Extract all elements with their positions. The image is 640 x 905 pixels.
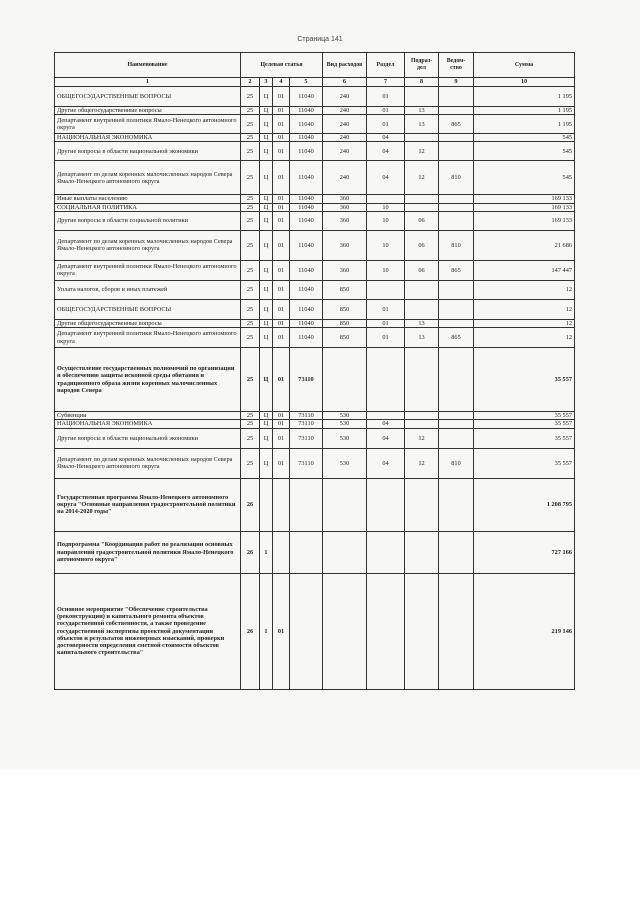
target-article-subprogram-cell: Ц <box>260 328 273 348</box>
amount-cell: 35 557 <box>474 412 575 420</box>
page-label: Страница 141 <box>297 36 343 43</box>
column-number: 6 <box>323 78 367 87</box>
target-article-direction-cell: 11040 <box>290 280 323 299</box>
target-article-activity-cell: 01 <box>273 211 290 230</box>
target-article-direction-cell: 73110 <box>290 428 323 448</box>
subsection-cell: 12 <box>405 428 439 448</box>
expense-type-cell: 530 <box>323 448 367 478</box>
department-cell <box>439 319 474 327</box>
header-name: Наименование <box>55 53 241 78</box>
row-name-cell: Осуществление государственных полномочий по организации и обеспечению защиты исконной среды обитания и традиционного образа жизни коренных малочисленных народов Севера <box>55 348 241 412</box>
table-row <box>55 573 575 689</box>
target-article-activity-cell: 01 <box>273 448 290 478</box>
expense-type-cell <box>323 478 367 531</box>
subsection-cell <box>405 195 439 203</box>
subsection-cell: 13 <box>405 328 439 348</box>
target-article-subprogram-cell: Ц <box>260 115 273 134</box>
department-cell <box>439 428 474 448</box>
subsection-cell <box>405 573 439 689</box>
row-name-cell: ОБЩЕГОСУДАРСТВЕННЫЕ ВОПРОСЫ <box>55 299 241 319</box>
target-article-program-cell: 25 <box>241 230 260 260</box>
target-article-direction-cell: 11040 <box>290 134 323 142</box>
target-article-activity-cell: 01 <box>273 87 290 107</box>
target-article-activity-cell: 01 <box>273 328 290 348</box>
department-cell <box>439 203 474 211</box>
expense-type-cell: 240 <box>323 107 367 115</box>
target-article-subprogram-cell: Ц <box>260 161 273 195</box>
target-article-direction-cell: 11040 <box>290 87 323 107</box>
budget-table <box>54 52 575 690</box>
subsection-cell: 12 <box>405 448 439 478</box>
department-cell <box>439 299 474 319</box>
expense-type-cell: 240 <box>323 161 367 195</box>
table-row <box>55 319 575 327</box>
target-article-subprogram-cell: Ц <box>260 211 273 230</box>
expense-type-cell: 850 <box>323 299 367 319</box>
target-article-activity-cell: 01 <box>273 203 290 211</box>
row-name-cell: Департамент внутренней политики Ямало-Ненецкого автономного округа <box>55 115 241 134</box>
section-cell: 10 <box>367 203 405 211</box>
column-number-row <box>55 78 575 87</box>
target-article-activity-cell: 01 <box>273 260 290 280</box>
subsection-cell: 13 <box>405 107 439 115</box>
target-article-activity-cell: 01 <box>273 299 290 319</box>
row-name-cell: Другие вопросы в области национальной экономики <box>55 428 241 448</box>
expense-type-cell: 850 <box>323 319 367 327</box>
subsection-cell <box>405 420 439 428</box>
target-article-program-cell: 25 <box>241 115 260 134</box>
expense-type-cell: 360 <box>323 211 367 230</box>
section-cell: 10 <box>367 211 405 230</box>
target-article-program-cell: 26 <box>241 478 260 531</box>
target-article-subprogram-cell: Ц <box>260 412 273 420</box>
header-subsection: Подраз-дел <box>405 53 439 78</box>
target-article-activity-cell: 01 <box>273 107 290 115</box>
section-cell: 01 <box>367 107 405 115</box>
section-cell: 04 <box>367 161 405 195</box>
target-article-activity-cell: 01 <box>273 161 290 195</box>
column-number: 2 <box>241 78 260 87</box>
subsection-cell <box>405 134 439 142</box>
target-article-direction-cell: 73110 <box>290 348 323 412</box>
section-cell: 01 <box>367 87 405 107</box>
department-cell <box>439 573 474 689</box>
target-article-direction-cell: 11040 <box>290 107 323 115</box>
department-cell: 810 <box>439 448 474 478</box>
target-article-activity-cell <box>273 531 290 573</box>
table-row <box>55 134 575 142</box>
expense-type-cell: 240 <box>323 134 367 142</box>
column-number: 10 <box>474 78 575 87</box>
row-name-cell: СОЦИАЛЬНАЯ ПОЛИТИКА <box>55 203 241 211</box>
target-article-direction-cell: 11040 <box>290 195 323 203</box>
target-article-direction-cell: 11040 <box>290 203 323 211</box>
amount-cell: 1 195 <box>474 107 575 115</box>
amount-cell: 1 208 795 <box>474 478 575 531</box>
amount-cell: 545 <box>474 161 575 195</box>
amount-cell: 545 <box>474 134 575 142</box>
amount-cell: 35 557 <box>474 448 575 478</box>
expense-type-cell: 240 <box>323 115 367 134</box>
expense-type-cell <box>323 348 367 412</box>
subsection-cell: 12 <box>405 161 439 195</box>
target-article-subprogram-cell: Ц <box>260 348 273 412</box>
subsection-cell: 06 <box>405 260 439 280</box>
amount-cell: 12 <box>474 328 575 348</box>
table-row <box>55 420 575 428</box>
column-number: 8 <box>405 78 439 87</box>
target-article-activity-cell: 01 <box>273 428 290 448</box>
row-name-cell: Государственная программа Ямало-Ненецкого автономного округа "Основные направления градостроительной политики на 2014-2020 годы" <box>55 478 241 531</box>
target-article-direction-cell: 11040 <box>290 115 323 134</box>
target-article-program-cell: 26 <box>241 573 260 689</box>
table-row <box>55 428 575 448</box>
target-article-program-cell: 25 <box>241 107 260 115</box>
subsection-cell: 13 <box>405 115 439 134</box>
department-cell: 865 <box>439 328 474 348</box>
target-article-direction-cell: 11040 <box>290 260 323 280</box>
expense-type-cell: 240 <box>323 87 367 107</box>
table-row <box>55 348 575 412</box>
target-article-direction-cell <box>290 573 323 689</box>
amount-cell: 21 686 <box>474 230 575 260</box>
target-article-direction-cell: 73110 <box>290 420 323 428</box>
target-article-program-cell: 25 <box>241 299 260 319</box>
department-cell <box>439 134 474 142</box>
section-cell: 04 <box>367 428 405 448</box>
target-article-program-cell: 25 <box>241 134 260 142</box>
target-article-direction-cell: 73110 <box>290 448 323 478</box>
row-name-cell: Иные выплаты населению <box>55 195 241 203</box>
subsection-cell <box>405 87 439 107</box>
department-cell <box>439 195 474 203</box>
table-row <box>55 211 575 230</box>
target-article-direction-cell <box>290 531 323 573</box>
target-article-direction-cell: 11040 <box>290 211 323 230</box>
expense-type-cell: 360 <box>323 195 367 203</box>
target-article-program-cell: 25 <box>241 211 260 230</box>
target-article-subprogram-cell: Ц <box>260 134 273 142</box>
amount-cell: 1 195 <box>474 87 575 107</box>
target-article-activity-cell: 01 <box>273 280 290 299</box>
column-number: 9 <box>439 78 474 87</box>
header-row <box>55 53 575 78</box>
target-article-subprogram-cell: 1 <box>260 531 273 573</box>
table-row <box>55 531 575 573</box>
row-name-cell: Другие вопросы в области национальной экономики <box>55 142 241 161</box>
department-cell <box>439 107 474 115</box>
amount-cell: 545 <box>474 142 575 161</box>
subsection-cell: 13 <box>405 319 439 327</box>
amount-cell: 727 166 <box>474 531 575 573</box>
target-article-subprogram-cell: Ц <box>260 203 273 211</box>
department-cell <box>439 478 474 531</box>
target-article-activity-cell: 01 <box>273 195 290 203</box>
row-name-cell: Субвенции <box>55 412 241 420</box>
subsection-cell <box>405 412 439 420</box>
section-cell: 10 <box>367 230 405 260</box>
department-cell <box>439 348 474 412</box>
table-row <box>55 87 575 107</box>
section-cell <box>367 348 405 412</box>
department-cell: 810 <box>439 230 474 260</box>
amount-cell: 219 146 <box>474 573 575 689</box>
header-expense-type: Вид расходов <box>323 53 367 78</box>
table-row <box>55 161 575 195</box>
target-article-program-cell: 25 <box>241 448 260 478</box>
column-number: 7 <box>367 78 405 87</box>
target-article-activity-cell: 01 <box>273 142 290 161</box>
target-article-activity-cell: 01 <box>273 573 290 689</box>
target-article-direction-cell: 11040 <box>290 319 323 327</box>
department-cell <box>439 87 474 107</box>
amount-cell: 12 <box>474 280 575 299</box>
section-cell <box>367 478 405 531</box>
table-row <box>55 142 575 161</box>
target-article-direction-cell: 11040 <box>290 161 323 195</box>
target-article-program-cell: 25 <box>241 195 260 203</box>
target-article-program-cell: 25 <box>241 412 260 420</box>
target-article-activity-cell: 01 <box>273 412 290 420</box>
row-name-cell: НАЦИОНАЛЬНАЯ ЭКОНОМИКА <box>55 420 241 428</box>
department-cell: 865 <box>439 115 474 134</box>
target-article-direction-cell: 11040 <box>290 299 323 319</box>
header-target-article: Целевая статья <box>241 53 323 78</box>
target-article-program-cell: 25 <box>241 428 260 448</box>
expense-type-cell: 240 <box>323 142 367 161</box>
amount-cell: 35 557 <box>474 420 575 428</box>
target-article-program-cell: 25 <box>241 280 260 299</box>
target-article-subprogram-cell: Ц <box>260 260 273 280</box>
department-cell <box>439 142 474 161</box>
section-cell <box>367 531 405 573</box>
column-number: 5 <box>290 78 323 87</box>
row-name-cell: Департамент внутренней политики Ямало-Ненецкого автономного округа <box>55 328 241 348</box>
target-article-subprogram-cell: Ц <box>260 299 273 319</box>
section-cell: 10 <box>367 260 405 280</box>
section-cell <box>367 573 405 689</box>
column-number: 3 <box>260 78 273 87</box>
header-department: Ведом-ство <box>439 53 474 78</box>
target-article-program-cell: 25 <box>241 319 260 327</box>
section-cell: 04 <box>367 134 405 142</box>
subsection-cell <box>405 203 439 211</box>
target-article-subprogram-cell <box>260 478 273 531</box>
row-name-cell: Подпрограмма "Координация работ по реализации основных направлений градостроительной политики Ямало-Ненецкого автономного округа" <box>55 531 241 573</box>
subsection-cell: 06 <box>405 211 439 230</box>
row-name-cell: ОБЩЕГОСУДАРСТВЕННЫЕ ВОПРОСЫ <box>55 87 241 107</box>
row-name-cell: Департамент внутренней политики Ямало-Ненецкого автономного округа <box>55 260 241 280</box>
amount-cell: 1 195 <box>474 115 575 134</box>
target-article-subprogram-cell: Ц <box>260 142 273 161</box>
row-name-cell: Другие общегосударственные вопросы <box>55 319 241 327</box>
target-article-direction-cell: 73110 <box>290 412 323 420</box>
subsection-cell <box>405 299 439 319</box>
department-cell <box>439 420 474 428</box>
target-article-program-cell: 25 <box>241 328 260 348</box>
target-article-program-cell: 25 <box>241 161 260 195</box>
table-row <box>55 280 575 299</box>
section-cell: 01 <box>367 299 405 319</box>
expense-type-cell <box>323 531 367 573</box>
amount-cell: 169 133 <box>474 203 575 211</box>
section-cell: 01 <box>367 115 405 134</box>
row-name-cell: Департамент по делам коренных малочисленных народов Севера Ямало-Ненецкого автономного округа <box>55 448 241 478</box>
column-number: 1 <box>55 78 241 87</box>
expense-type-cell: 850 <box>323 280 367 299</box>
row-name-cell: Департамент по делам коренных малочисленных народов Севера Ямало-Ненецкого автономного округа <box>55 161 241 195</box>
expense-type-cell: 360 <box>323 203 367 211</box>
section-cell: 04 <box>367 420 405 428</box>
expense-type-cell: 530 <box>323 428 367 448</box>
row-name-cell: НАЦИОНАЛЬНАЯ ЭКОНОМИКА <box>55 134 241 142</box>
table-row <box>55 299 575 319</box>
target-article-subprogram-cell: Ц <box>260 195 273 203</box>
target-article-activity-cell: 01 <box>273 134 290 142</box>
target-article-subprogram-cell: Ц <box>260 319 273 327</box>
department-cell <box>439 412 474 420</box>
section-cell: 04 <box>367 142 405 161</box>
row-name-cell: Департамент по делам коренных малочисленных народов Севера Ямало-Ненецкого автономного округа <box>55 230 241 260</box>
table-row <box>55 328 575 348</box>
table-row <box>55 115 575 134</box>
section-cell <box>367 280 405 299</box>
row-name-cell: Другие вопросы в области социальной политики <box>55 211 241 230</box>
expense-type-cell: 850 <box>323 328 367 348</box>
target-article-program-cell: 25 <box>241 203 260 211</box>
target-article-direction-cell: 11040 <box>290 328 323 348</box>
row-name-cell: Уплата налогов, сборов и иных платежей <box>55 280 241 299</box>
expense-type-cell: 530 <box>323 420 367 428</box>
target-article-activity-cell: 01 <box>273 420 290 428</box>
department-cell: 865 <box>439 260 474 280</box>
table-row <box>55 195 575 203</box>
expense-type-cell <box>323 573 367 689</box>
target-article-subprogram-cell: Ц <box>260 448 273 478</box>
amount-cell: 147 447 <box>474 260 575 280</box>
amount-cell: 169 133 <box>474 211 575 230</box>
target-article-activity-cell: 01 <box>273 230 290 260</box>
target-article-subprogram-cell: Ц <box>260 428 273 448</box>
department-cell <box>439 531 474 573</box>
amount-cell: 35 557 <box>474 428 575 448</box>
subsection-cell <box>405 531 439 573</box>
section-cell <box>367 412 405 420</box>
target-article-activity-cell: 01 <box>273 319 290 327</box>
table-row <box>55 260 575 280</box>
row-name-cell: Основное мероприятие "Обеспечение строительства (реконструкции) и капитального ремонта объектов государственной собственности, а также проведение государственной экспертизы проектной документации объектов и результатов инженерных изысканий, проверки достоверности определения сметной стоимости объектов капитального строительства" <box>55 573 241 689</box>
table-row <box>55 107 575 115</box>
subsection-cell: 06 <box>405 230 439 260</box>
target-article-subprogram-cell: Ц <box>260 107 273 115</box>
header-amount: Сумма <box>474 53 575 78</box>
header-section: Раздел <box>367 53 405 78</box>
subsection-cell <box>405 280 439 299</box>
subsection-cell <box>405 348 439 412</box>
target-article-subprogram-cell: Ц <box>260 230 273 260</box>
target-article-activity-cell: 01 <box>273 348 290 412</box>
target-article-program-cell: 25 <box>241 142 260 161</box>
target-article-activity-cell <box>273 478 290 531</box>
target-article-subprogram-cell: Ц <box>260 420 273 428</box>
department-cell <box>439 280 474 299</box>
subsection-cell <box>405 478 439 531</box>
target-article-program-cell: 25 <box>241 420 260 428</box>
subsection-cell: 12 <box>405 142 439 161</box>
expense-type-cell: 360 <box>323 230 367 260</box>
section-cell <box>367 195 405 203</box>
table-row <box>55 412 575 420</box>
table-body <box>55 87 575 690</box>
amount-cell: 12 <box>474 319 575 327</box>
amount-cell: 35 557 <box>474 348 575 412</box>
table-row <box>55 448 575 478</box>
row-name-cell: Другие общегосударственные вопросы <box>55 107 241 115</box>
table-row <box>55 203 575 211</box>
target-article-subprogram-cell: 1 <box>260 573 273 689</box>
section-cell: 01 <box>367 319 405 327</box>
target-article-direction-cell <box>290 478 323 531</box>
target-article-program-cell: 25 <box>241 260 260 280</box>
target-article-activity-cell: 01 <box>273 115 290 134</box>
amount-cell: 169 133 <box>474 195 575 203</box>
target-article-program-cell: 26 <box>241 531 260 573</box>
target-article-direction-cell: 11040 <box>290 230 323 260</box>
target-article-subprogram-cell: Ц <box>260 87 273 107</box>
target-article-program-cell: 25 <box>241 87 260 107</box>
target-article-subprogram-cell: Ц <box>260 280 273 299</box>
target-article-direction-cell: 11040 <box>290 142 323 161</box>
amount-cell: 12 <box>474 299 575 319</box>
expense-type-cell: 530 <box>323 412 367 420</box>
table-row <box>55 230 575 260</box>
table-row <box>55 478 575 531</box>
column-number: 4 <box>273 78 290 87</box>
section-cell: 04 <box>367 448 405 478</box>
section-cell: 01 <box>367 328 405 348</box>
expense-type-cell: 360 <box>323 260 367 280</box>
department-cell: 810 <box>439 161 474 195</box>
department-cell <box>439 211 474 230</box>
target-article-program-cell: 25 <box>241 348 260 412</box>
